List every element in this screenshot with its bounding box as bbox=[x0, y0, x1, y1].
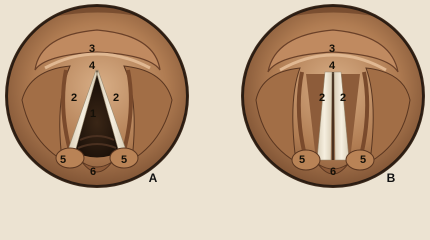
marker-a-5-left: 5 bbox=[59, 154, 67, 166]
marker-b-3: 3 bbox=[328, 43, 336, 55]
marker-b-5-right: 5 bbox=[359, 154, 367, 166]
panel-a-label: A bbox=[148, 171, 158, 185]
marker-b-2-left: 2 bbox=[318, 92, 326, 104]
arytenoid-left-b bbox=[292, 150, 320, 170]
marker-b-6: 6 bbox=[329, 166, 337, 178]
marker-a-4: 4 bbox=[88, 60, 96, 72]
marker-a-1: 1 bbox=[89, 108, 97, 120]
panel-b-label: B bbox=[386, 171, 396, 185]
marker-a-2-right: 2 bbox=[112, 92, 120, 104]
marker-a-3: 3 bbox=[88, 43, 96, 55]
marker-a-5-right: 5 bbox=[120, 154, 128, 166]
panel-b bbox=[240, 0, 430, 192]
marker-b-4: 4 bbox=[328, 60, 336, 72]
marker-a-6: 6 bbox=[89, 166, 97, 178]
marker-b-2-right: 2 bbox=[339, 92, 347, 104]
marker-b-5-left: 5 bbox=[298, 154, 306, 166]
panel-a bbox=[0, 0, 200, 192]
marker-a-2-left: 2 bbox=[70, 92, 78, 104]
